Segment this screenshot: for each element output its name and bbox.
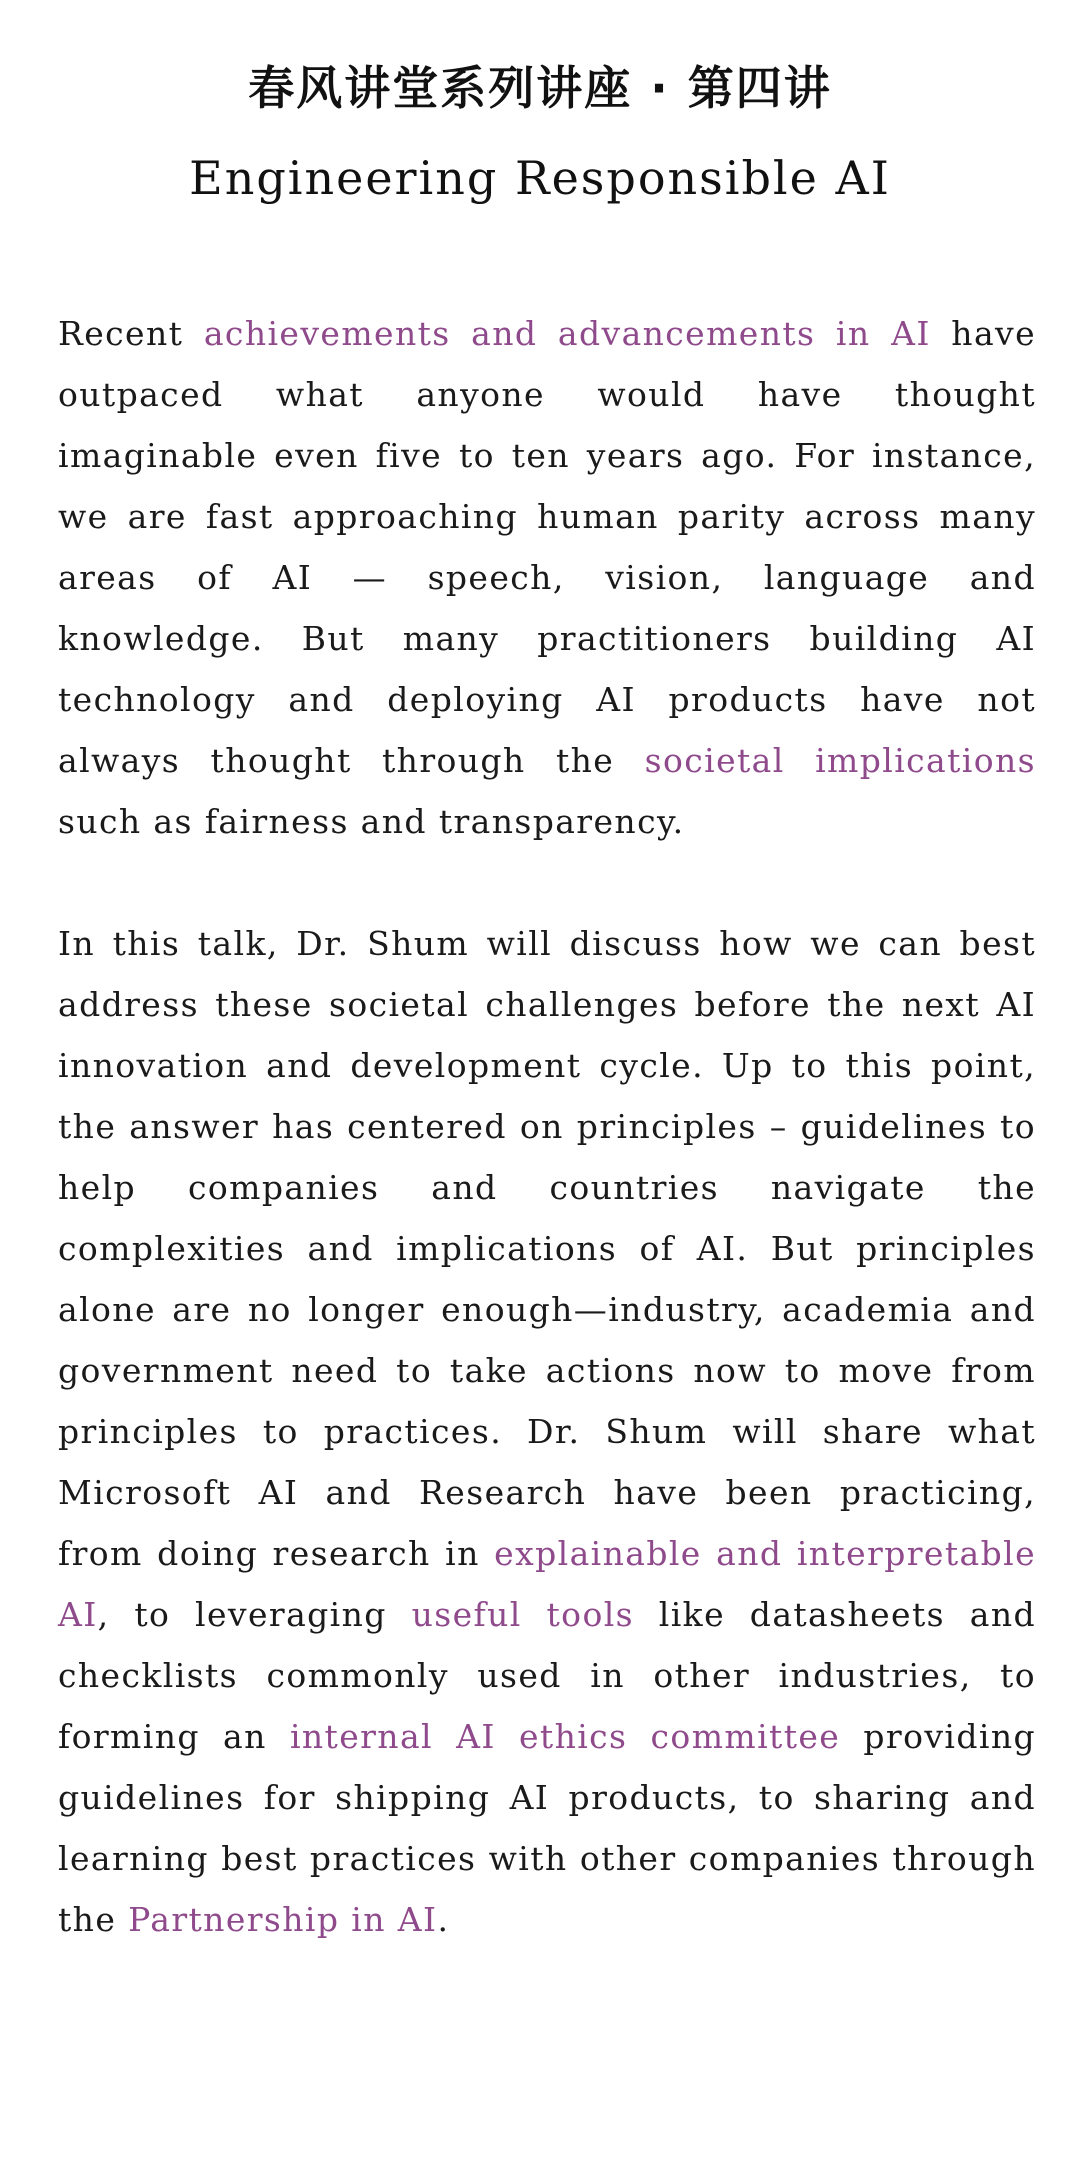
text-segment: providing guidelines for shipping AI products, to sharing and learning best practices with other companies through the (58, 1717, 1036, 1939)
text-segment: In this talk, Dr. Shum will discuss how we can best address these societal challenges before the next AI innovation and development cycle. Up to this point, the answer has centered on principles – guidelines to help companies and countries navigate the complexities and implications of AI. But principles alone are no longer enough—industry, academia and government need to take actions now to move from principles to practices. Dr. Shum will share what Microsoft AI and Research have been practicing, from doing research in (58, 924, 1036, 1573)
highlight-useful-tools: useful tools (411, 1595, 634, 1634)
talk-abstract (58, 303, 1036, 1950)
highlight-explainable-ai: explainable and interpretable AI (58, 1534, 1036, 1634)
text-segment: , to leveraging (97, 1595, 412, 1634)
paragraph-talk (58, 913, 1036, 1950)
highlight-societal-implications: societal implications (644, 741, 1037, 780)
text-segment: . (437, 1900, 450, 1939)
highlight-partnership-in-ai: Partnership in AI (128, 1900, 438, 1939)
text-segment: have outpaced what anyone would have thought imaginable even five to ten years ago. For instance, we are fast approaching human parity across many areas of AI — speech, vision, language and knowledge. But many practitioners building AI technology and deploying AI products have not always thought through the (58, 314, 1036, 780)
text-segment: such as fairness and transparency. (58, 802, 685, 841)
highlight-achievements: achievements and advancements in AI (203, 314, 931, 353)
talk-title: Engineering Responsible AI (189, 151, 891, 205)
paragraph-intro (58, 303, 1036, 852)
text-segment: Recent (58, 314, 204, 353)
highlight-ethics-committee: internal AI ethics committee (289, 1717, 841, 1756)
lecture-series-title: 春风讲堂系列讲座 · 第四讲 (248, 61, 832, 115)
text-segment: like datasheets and checklists commonly used in other industries, to forming an (58, 1595, 1036, 1756)
